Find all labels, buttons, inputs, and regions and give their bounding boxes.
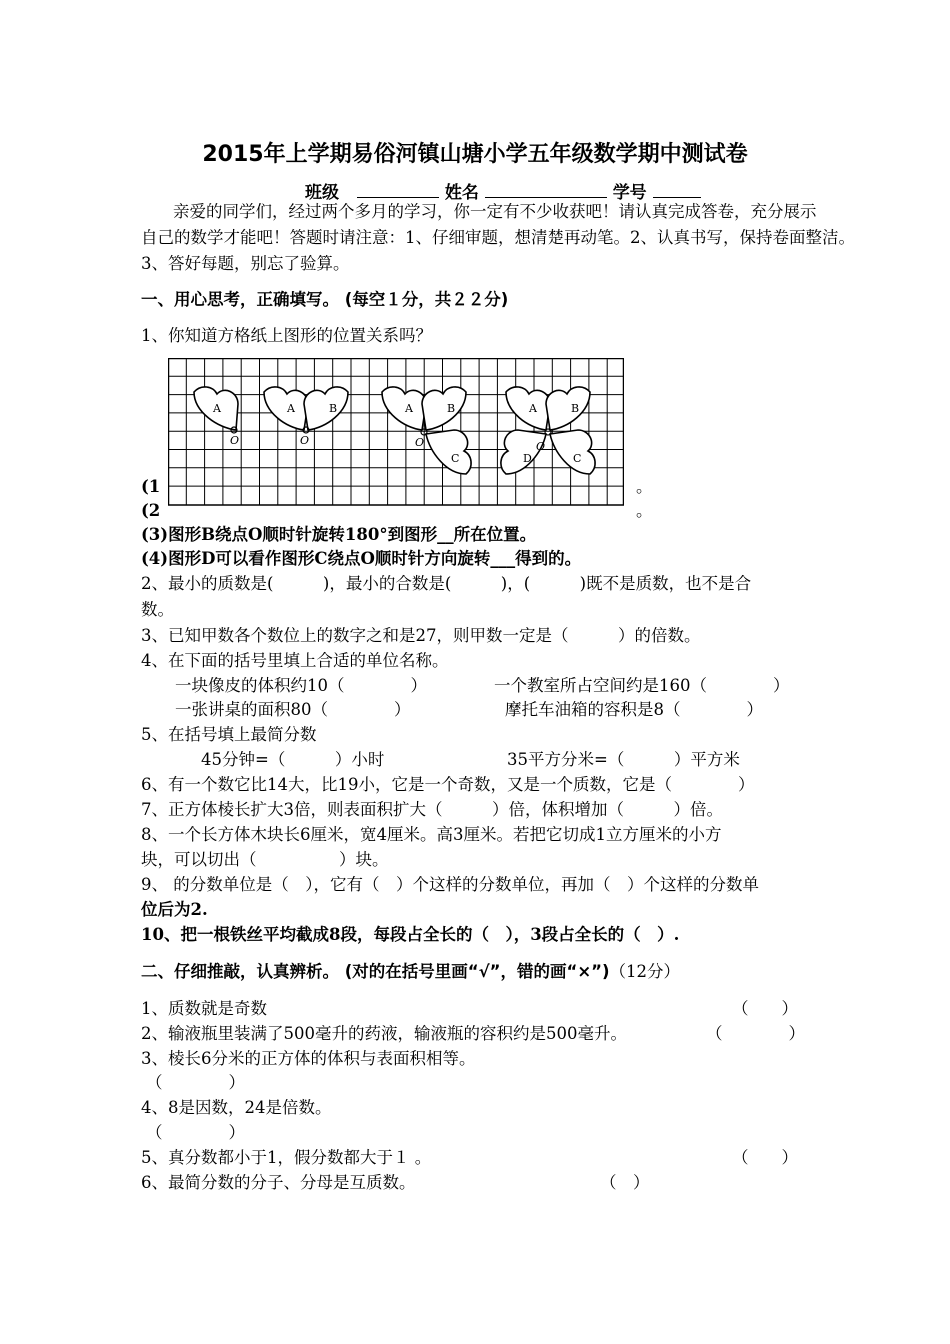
section-2-heading [141,961,680,983]
intro-line-1: 亲爱的同学们，经过两个多月的学习，你一定有不少收获吧！请认真完成答卷，充分展示 [173,202,817,221]
name-blank[interactable] [485,197,607,198]
label-a-4: A [529,402,537,415]
judge-paren-1[interactable]: （ ） [732,999,798,1018]
sub-question-1-end: 。 [636,477,653,496]
question-4a: 一块像皮的体积约10（ ） [175,676,427,695]
label-c-4: C [573,452,582,465]
question-2-line-2: 数。 [141,600,174,619]
label-b-3: B [447,402,456,415]
question-9-line-1: 9、 的分数单位是（ ），它有（ ）个这样的分数单位，再加（ ）个这样的分数单 [141,875,759,894]
sub-question-3: (3)图形B绕点O顺时针旋转180°到图形__所在位置。 [141,525,537,544]
question-5: 5、在括号填上最简分数 [141,725,317,744]
question-7: 7、正方体棱长扩大3倍，则表面积扩大（ ）倍，体积增加（ ）倍。 [141,800,723,819]
label-d-4: D [523,452,532,465]
number-label: 学号 [612,183,647,203]
judge-item-5: 5、真分数都小于1，假分数都大于１ 。 [141,1148,432,1167]
judge-item-6: 6、最简分数的分子、分母是互质数。 [141,1173,416,1192]
judge-item-4: 4、8是因数，24是倍数。 [141,1098,332,1117]
label-o-2: O [300,434,310,447]
question-4b: 一个教室所占空间约是160（ ） [494,676,790,695]
grid-figure [168,358,624,506]
question-6: 6、有一个数它比14大，比19小，它是一个奇数，又是一个质数，它是（ ） [141,775,755,794]
judge-paren-4[interactable]: （ ） [146,1123,245,1142]
question-8-line-1: 8、一个长方体木块长6厘米，宽4厘米。高3厘米。若把它切成1立方厘米的小方 [141,825,722,844]
intro-line-3: 3、答好每题，别忘了验算。 [141,254,350,273]
judge-paren-3[interactable]: （ ） [146,1073,245,1092]
label-a-3: A [405,402,413,415]
question-4c: 一张讲桌的面积80（ ） [175,700,411,719]
question-2-line-1: 2、最小的质数是( )，最小的合数是( )，( )既不是质数，也不是合 [141,574,752,593]
question-10: 10、把一根铁丝平均截成8段，每段占全长的（ ），3段占全长的（ ）. [141,925,680,944]
label-o-3: O [415,436,425,449]
name-label: 姓名 [444,183,479,203]
page-title: 2015年上学期易俗河镇山塘小学五年级数学期中测试卷 [202,142,748,167]
sub-question-2: (2 [141,501,161,520]
label-b-4: B [571,402,580,415]
student-info-header [305,178,701,203]
class-label: 班级 [305,183,339,203]
judge-item-2: 2、输液瓶里装满了500毫升的药液，输液瓶的容积约是500毫升。 [141,1024,627,1043]
section-1-heading: 一、用心思考，正确填写。 (每空１分，共２２分) [141,290,509,309]
label-a-2: A [287,402,295,415]
judge-paren-2[interactable]: （ ） [706,1024,805,1043]
question-4: 4、在下面的括号里填上合适的单位名称。 [141,651,449,670]
question-5a: 45分钟=（ ）小时 [201,750,385,769]
judge-item-1: 1、质数就是奇数 [141,999,267,1018]
question-5b: 35平方分米=（ ）平方米 [507,750,740,769]
question-9-line-2: 位后为2. [141,900,208,919]
sub-question-2-end: 。 [636,501,653,520]
question-3: 3、已知甲数各个数位上的数字之和是27，则甲数一定是（ ）的倍数。 [141,626,701,645]
judge-paren-6[interactable]: （ ） [600,1173,650,1192]
section-2-title: 二、仔细推敲，认真辨析。 (对的在括号里画“√”，错的画“×”) [141,962,610,981]
label-c-3: C [451,452,460,465]
label-b-2: B [329,402,338,415]
sub-question-1: (1 [141,477,161,496]
label-o-1: O [230,434,240,447]
question-1: 1、你知道方格纸上图形的位置关系吗？ [141,326,432,345]
section-2-points: （12分） [609,962,681,981]
question-8-line-2: 块，可以切出（ ）块。 [141,850,389,869]
sub-question-4: (4)图形D可以看作图形C绕点O顺时针方向旋转___得到的。 [141,549,582,568]
label-o-4: O [536,440,546,453]
judge-item-3: 3、棱长6分米的正方体的体积与表面积相等。 [141,1049,476,1068]
label-a-1: A [213,402,221,415]
question-4d: 摩托车油箱的容积是8（ ） [505,700,763,719]
judge-paren-5[interactable]: （ ） [732,1148,798,1167]
class-blank[interactable] [357,197,439,198]
number-blank[interactable] [653,197,701,198]
intro-line-2: 自己的数学才能吧！答题时请注意：1、仔细审题，想清楚再动笔。2、认真书写，保持卷面整洁。 [141,228,855,247]
